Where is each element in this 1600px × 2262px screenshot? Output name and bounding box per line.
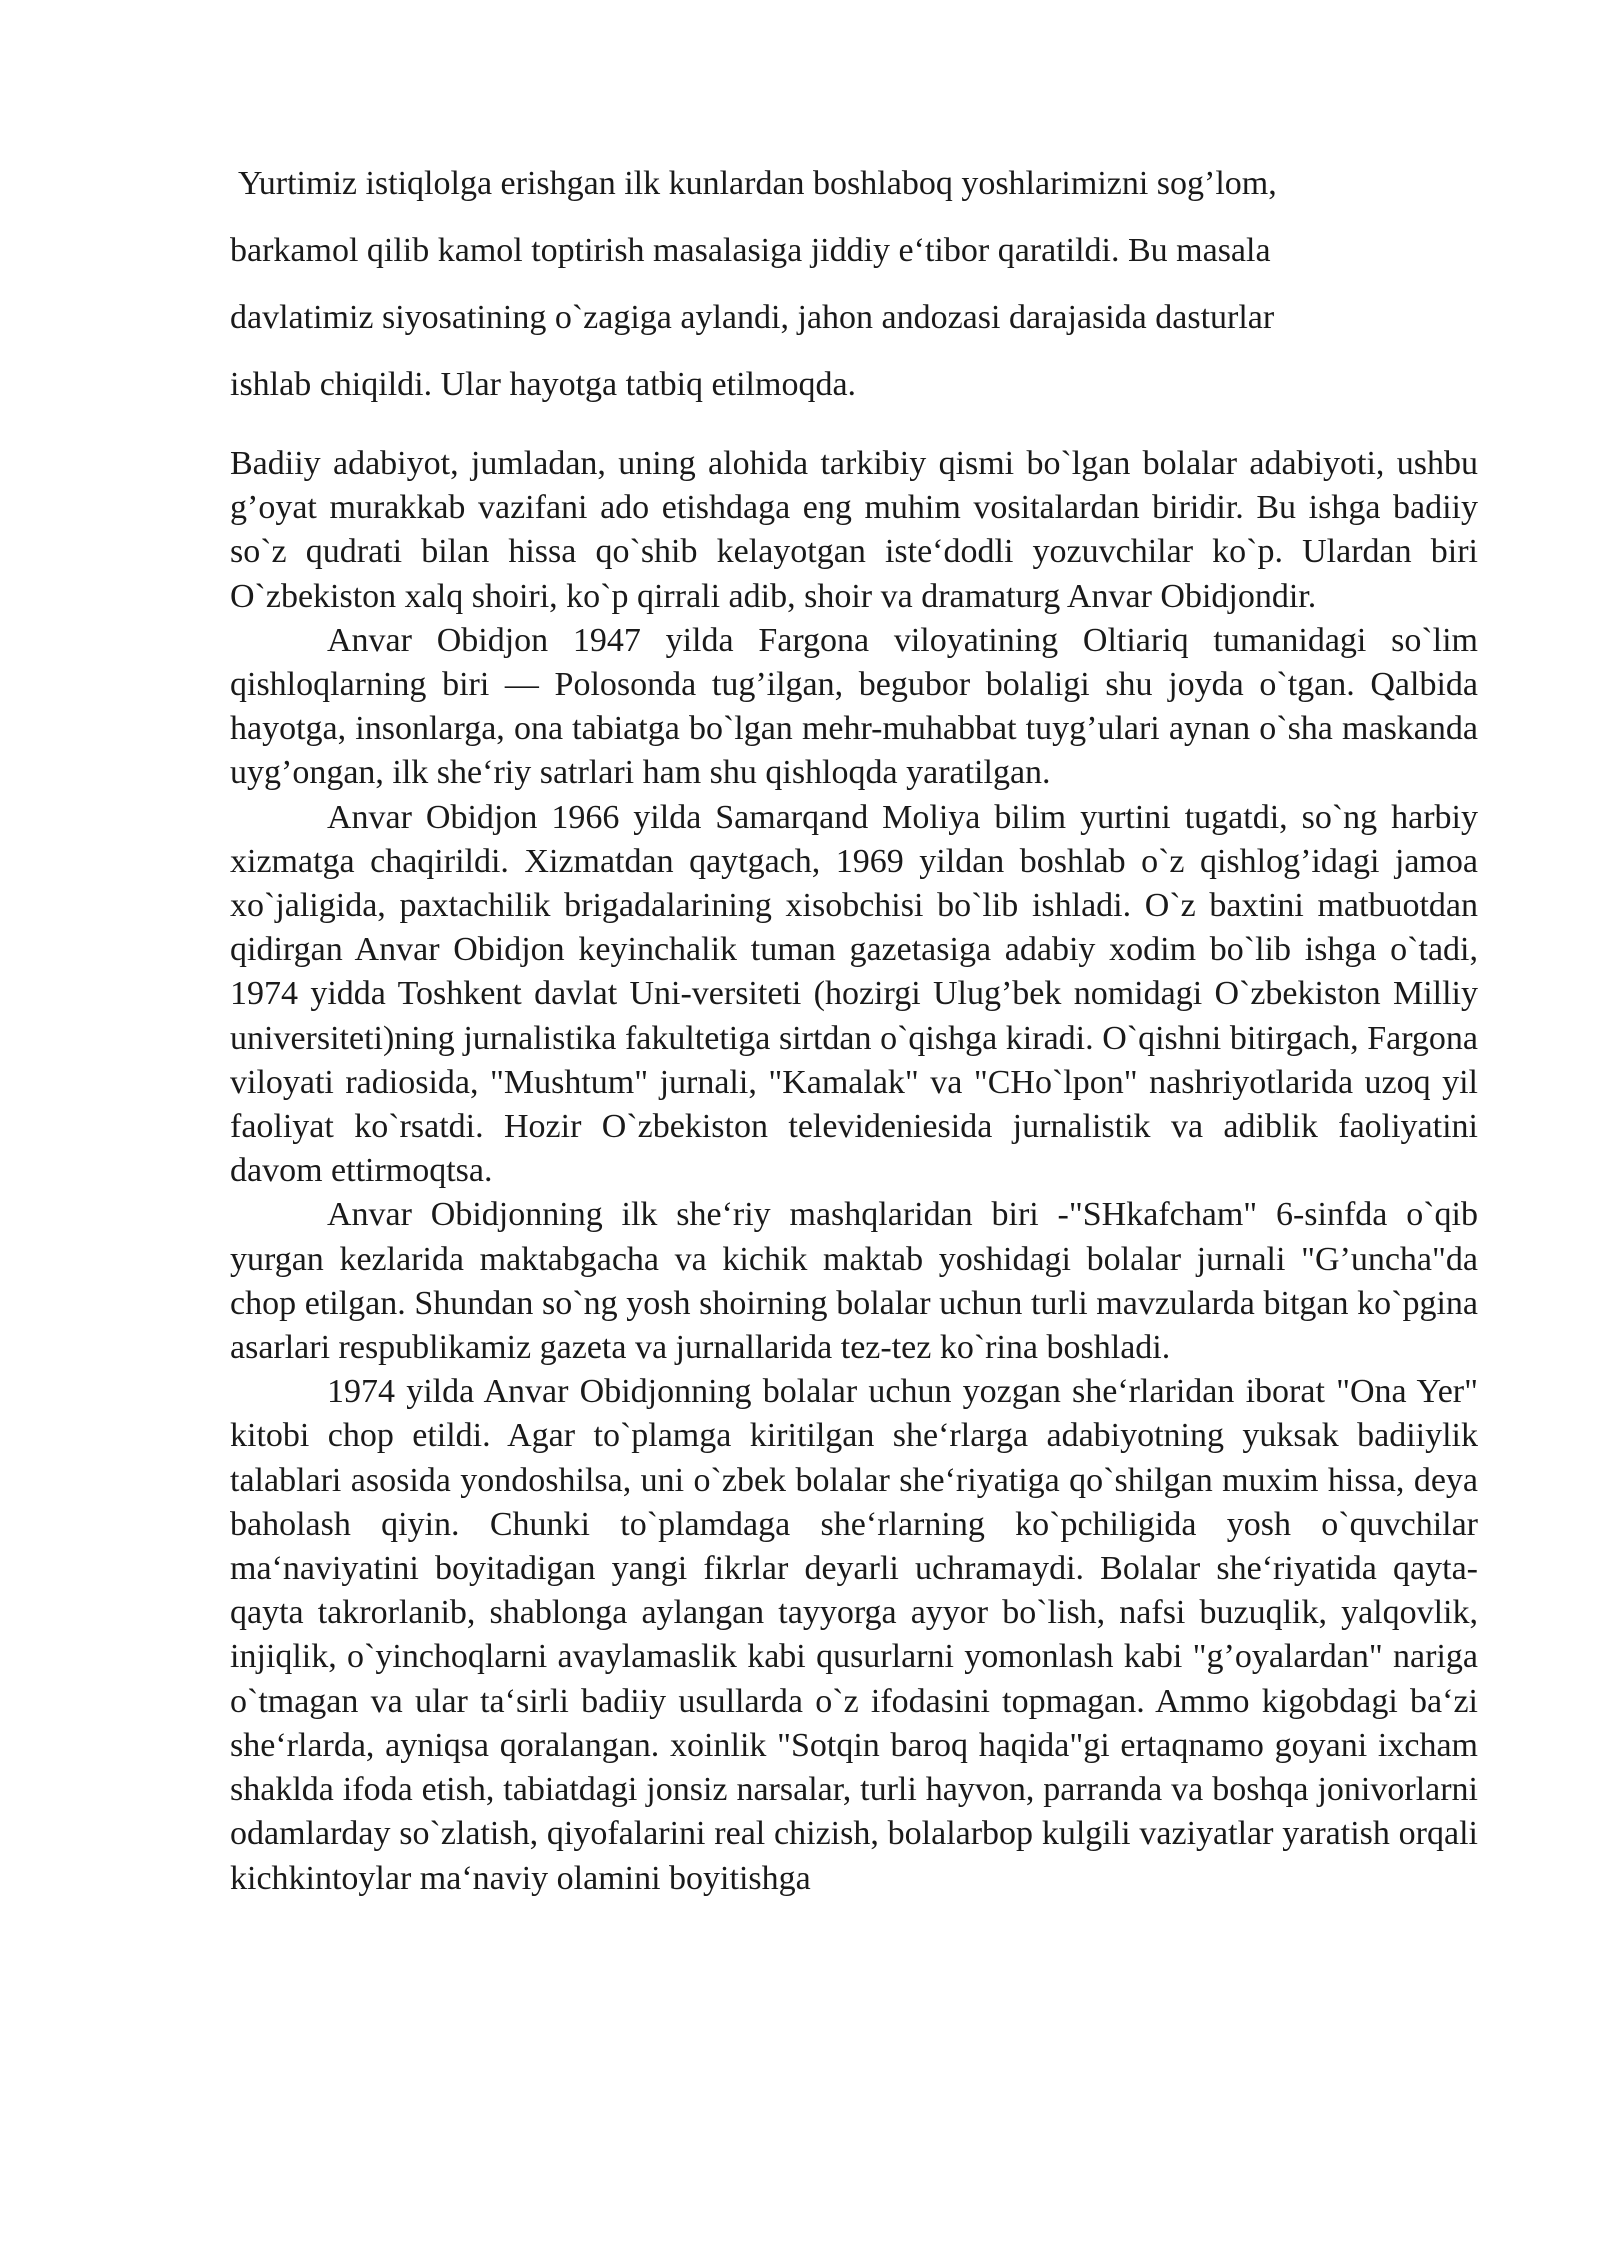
intro-line: davlatimiz siyosatining o`zagiga aylandi, jahon andozasi darajasida dasturlar <box>230 299 1275 336</box>
paragraph: 1974 yilda Anvar Obidjonning bolalar uchun yozgan she‘rlaridan iborat "Ona Yer" kitobi chop etildi. Agar to`plamga kiritilgan she‘rlarga adabiyotning yuksak badiiylik talablari asosida yondoshilsa, uni o`zbek bolalar she‘riyatiga qo`shilgan muxim hissa, deya baholash qiyin. Chunki to`plamdaga she‘rlarning ko`pchiligida yosh o`quvchilar ma‘naviyatini boyitadigan yangi fikrlar deyarli uchramaydi. Bolalar she‘riyatida qayta-qayta takrorlanib, shablonga aylangan tayyorga ayyor bo`lish, nafsi buzuqlik, yalqovlik, injiqlik, o`yinchoqlarni avaylamaslik kabi qusurlarni yomonlash kabi "g’oyalardan" nariga o`tmagan va ular ta‘sirli badiiy usullarda o`z ifodasini topmagan. Ammo kigobdagi ba‘zi she‘rlarda, ayniqsa qoralangan. xoinlik "Sotqin baroq haqida"gi ertaqnamo goyani ixcham shaklda ifoda etish, tabiatdagi jonsiz narsalar, turli hayvon, parranda va boshqa jonivorlarni odamlarday so`zlatish, qiyofalarini real chizish, bolalarbop kulgili vaziyatlar yaratish orqali kichkintoylar ma‘naviy olamini boyitishga <box>230 1373 1478 1897</box>
document-page <box>230 150 1478 1901</box>
intro-paragraph <box>230 150 1478 418</box>
body-text <box>230 442 1478 1901</box>
paragraph: Badiiy adabiyot, jumladan, uning alohida tarkibiy qismi bo`lgan bolalar adabiyoti, ushbu g’oyat murakkab vazifani ado etishdaga eng muhim vositalardan biridir. Bu ishga badiiy so`z qudrati bilan hissa qo`shib kelayotgan iste‘dodli yozuvchilar ko`p. Ulardan biri O`zbekiston xalq shoiri, ko`p qirrali adib, shoir va dramaturg Anvar Obidjondir. <box>230 445 1478 615</box>
intro-line: ishlab chiqildi. Ular hayotga tatbiq etilmoqda. <box>230 366 857 403</box>
intro-line: Yurtimiz istiqlolga erishgan ilk kunlardan boshlaboq yoshlarimizni sog’lom, <box>238 165 1277 202</box>
intro-line: barkamol qilib kamol toptirish masalasiga jiddiy e‘tibor qaratildi. Bu masala <box>230 232 1271 269</box>
paragraph: Anvar Obidjon 1966 yilda Samarqand Moliya bilim yurtini tugatdi, so`ng harbiy xizmatga chaqirildi. Xizmatdan qaytgach, 1969 yildan boshlab o`z qishlog’idagi jamoa xo`jaligida, paxtachilik brigadalarining xisobchisi bo`lib ishladi. O`z baxtini matbuotdan qidirgan Anvar Obidjon keyinchalik tuman gazetasiga adabiy xodim bo`lib ishga o`tadi, 1974 yidda Toshkent davlat Uni-versiteti (hozirgi Ulug’bek nomidagi O`zbekiston Milliy universiteti)ning jurnalistika fakultetiga sirtdan o`qishga kiradi. O`qishni bitirgach, Fargona viloyati radiosida, "Mushtum" jurnali, "Kamalak" va "CHo`lpon" nashriyotlarida uzoq yil faoliyat ko`rsatdi. Hozir O`zbekiston televideniesida jurnalistik va adiblik faoliyatini davom ettirmoqtsa. <box>230 798 1478 1190</box>
paragraph: Anvar Obidjon 1947 yilda Fargona viloyatining Oltiariq tumanidagi so`lim qishloqlarning biri — Polosonda tug’ilgan, begubor bolaligi shu joyda o`tgan. Qalbida hayotga, insonlarga, ona tabiatga bo`lgan mehr-muhabbat tuyg’ulari aynan o`sha maskanda uyg’ongan, ilk she‘riy satrlari ham shu qishloqda yaratilgan. <box>230 621 1478 792</box>
paragraph: Anvar Obidjonning ilk she‘riy mashqlaridan biri -"SHkafcham" 6-sinfda o`qib yurgan kezlarida maktabgacha va kichik maktab yoshidagi bolalar jurnali "G’uncha"da chop etilgan. Shundan so`ng yosh shoirning bolalar uchun turli mavzularda bitgan ko`pgina asarlari respublikamiz gazeta va jurnallarida tez-tez ko`rina boshladi. <box>230 1196 1478 1367</box>
